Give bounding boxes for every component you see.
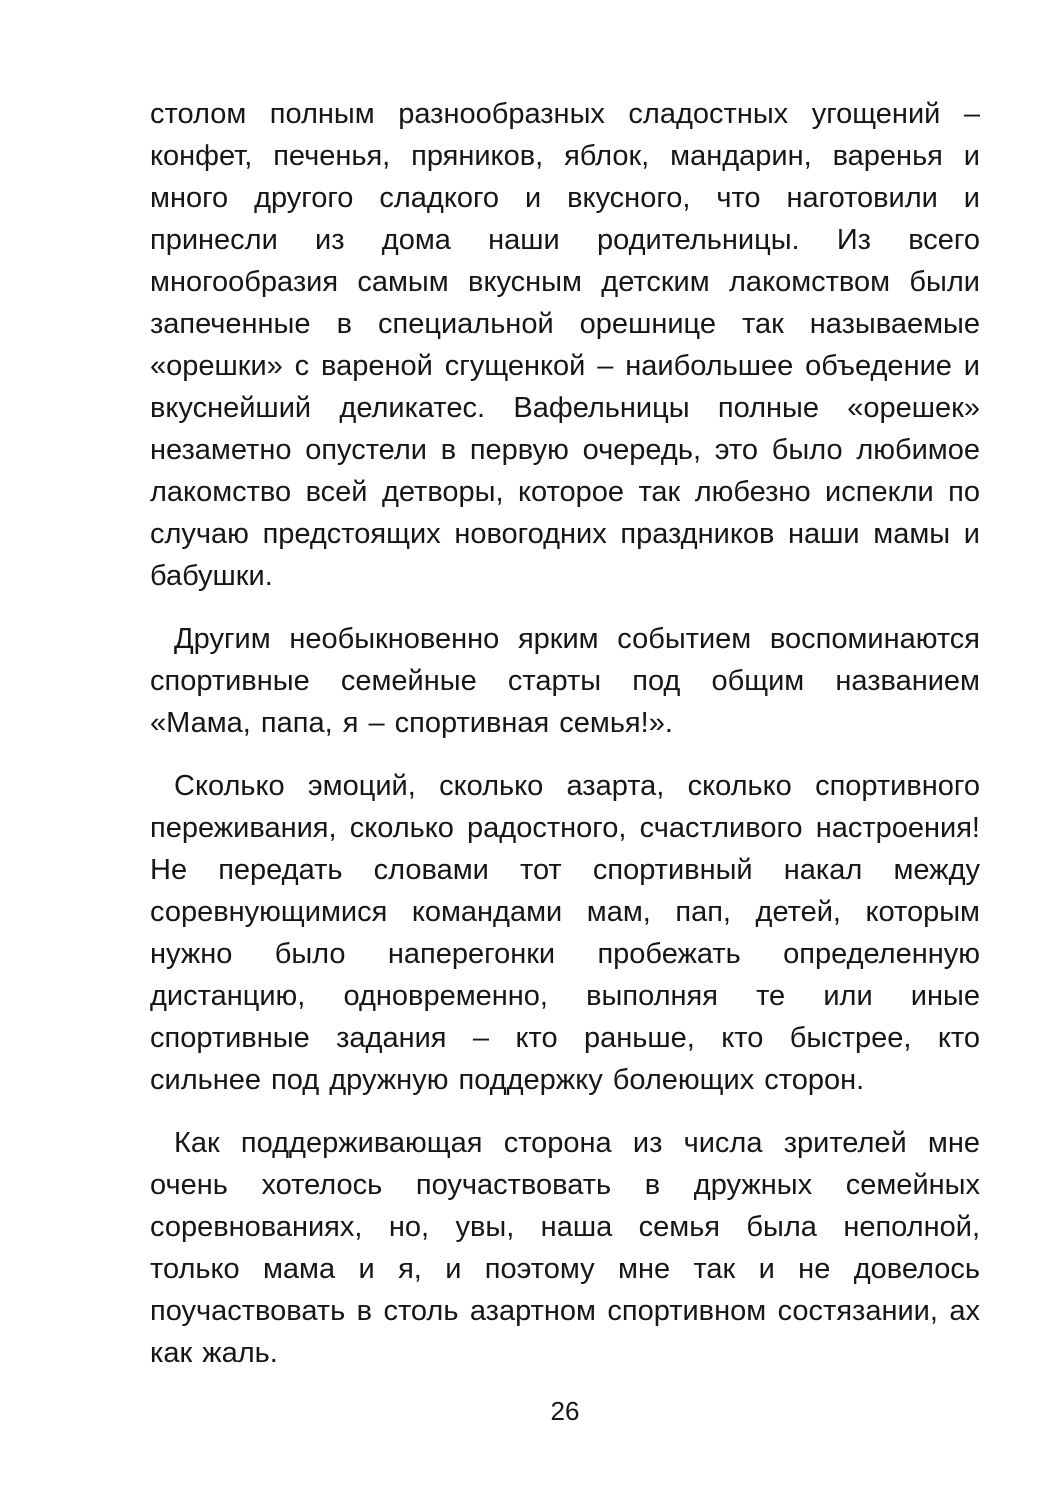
paragraph-4: Как поддерживающая сторона из числа зрителей мне очень хотелось поучаствовать в дружных семейных соревнованиях, но, увы, наша семья была неполной, только мама и я, и поэтому мне так и не довелось поучаствовать в столь азартном спортивном состязании, ах как жаль. (150, 1127, 980, 1369)
paragraph-3: Сколько эмоций, сколько азарта, сколько спортивного переживания, сколько радостного, счастливого настроения! Не передать словами тот спортивный накал между соревнующимися командами мам, пап, детей, которым нужно было наперегонки пробежать определенную дистанцию, одновременно, выполняя те или иные спортивные задания – кто раньше, кто быстрее, кто сильнее под дружную поддержку болеющих сторон. (150, 770, 980, 1096)
text-block (150, 93, 980, 1395)
paragraph-2: Другим необыкновенно ярким событием воспоминаются спортивные семейные старты под общим названием «Мама, папа, я – спортивная семья!». (150, 623, 980, 739)
paragraph-1: столом полным разнообразных сладостных угощений – конфет, печенья, пряников, яблок, мандарин, варенья и много другого сладкого и вкусного, что наготовили и принесли из дома наши родительницы. Из всего многообразия самым вкусным детским лакомством были запеченные в специальной орешнице так называемые «орешки» с вареной сгущенкой – наибольшее объедение и вкуснейший деликатес. Вафельницы полные «орешек» незаметно опустели в первую очередь, это было любимое лакомство всей детворы, которое так любезно испекли по случаю предстоящих новогодних праздников наши мамы и бабушки. (150, 98, 980, 592)
page-number: 26 (550, 1396, 580, 1426)
